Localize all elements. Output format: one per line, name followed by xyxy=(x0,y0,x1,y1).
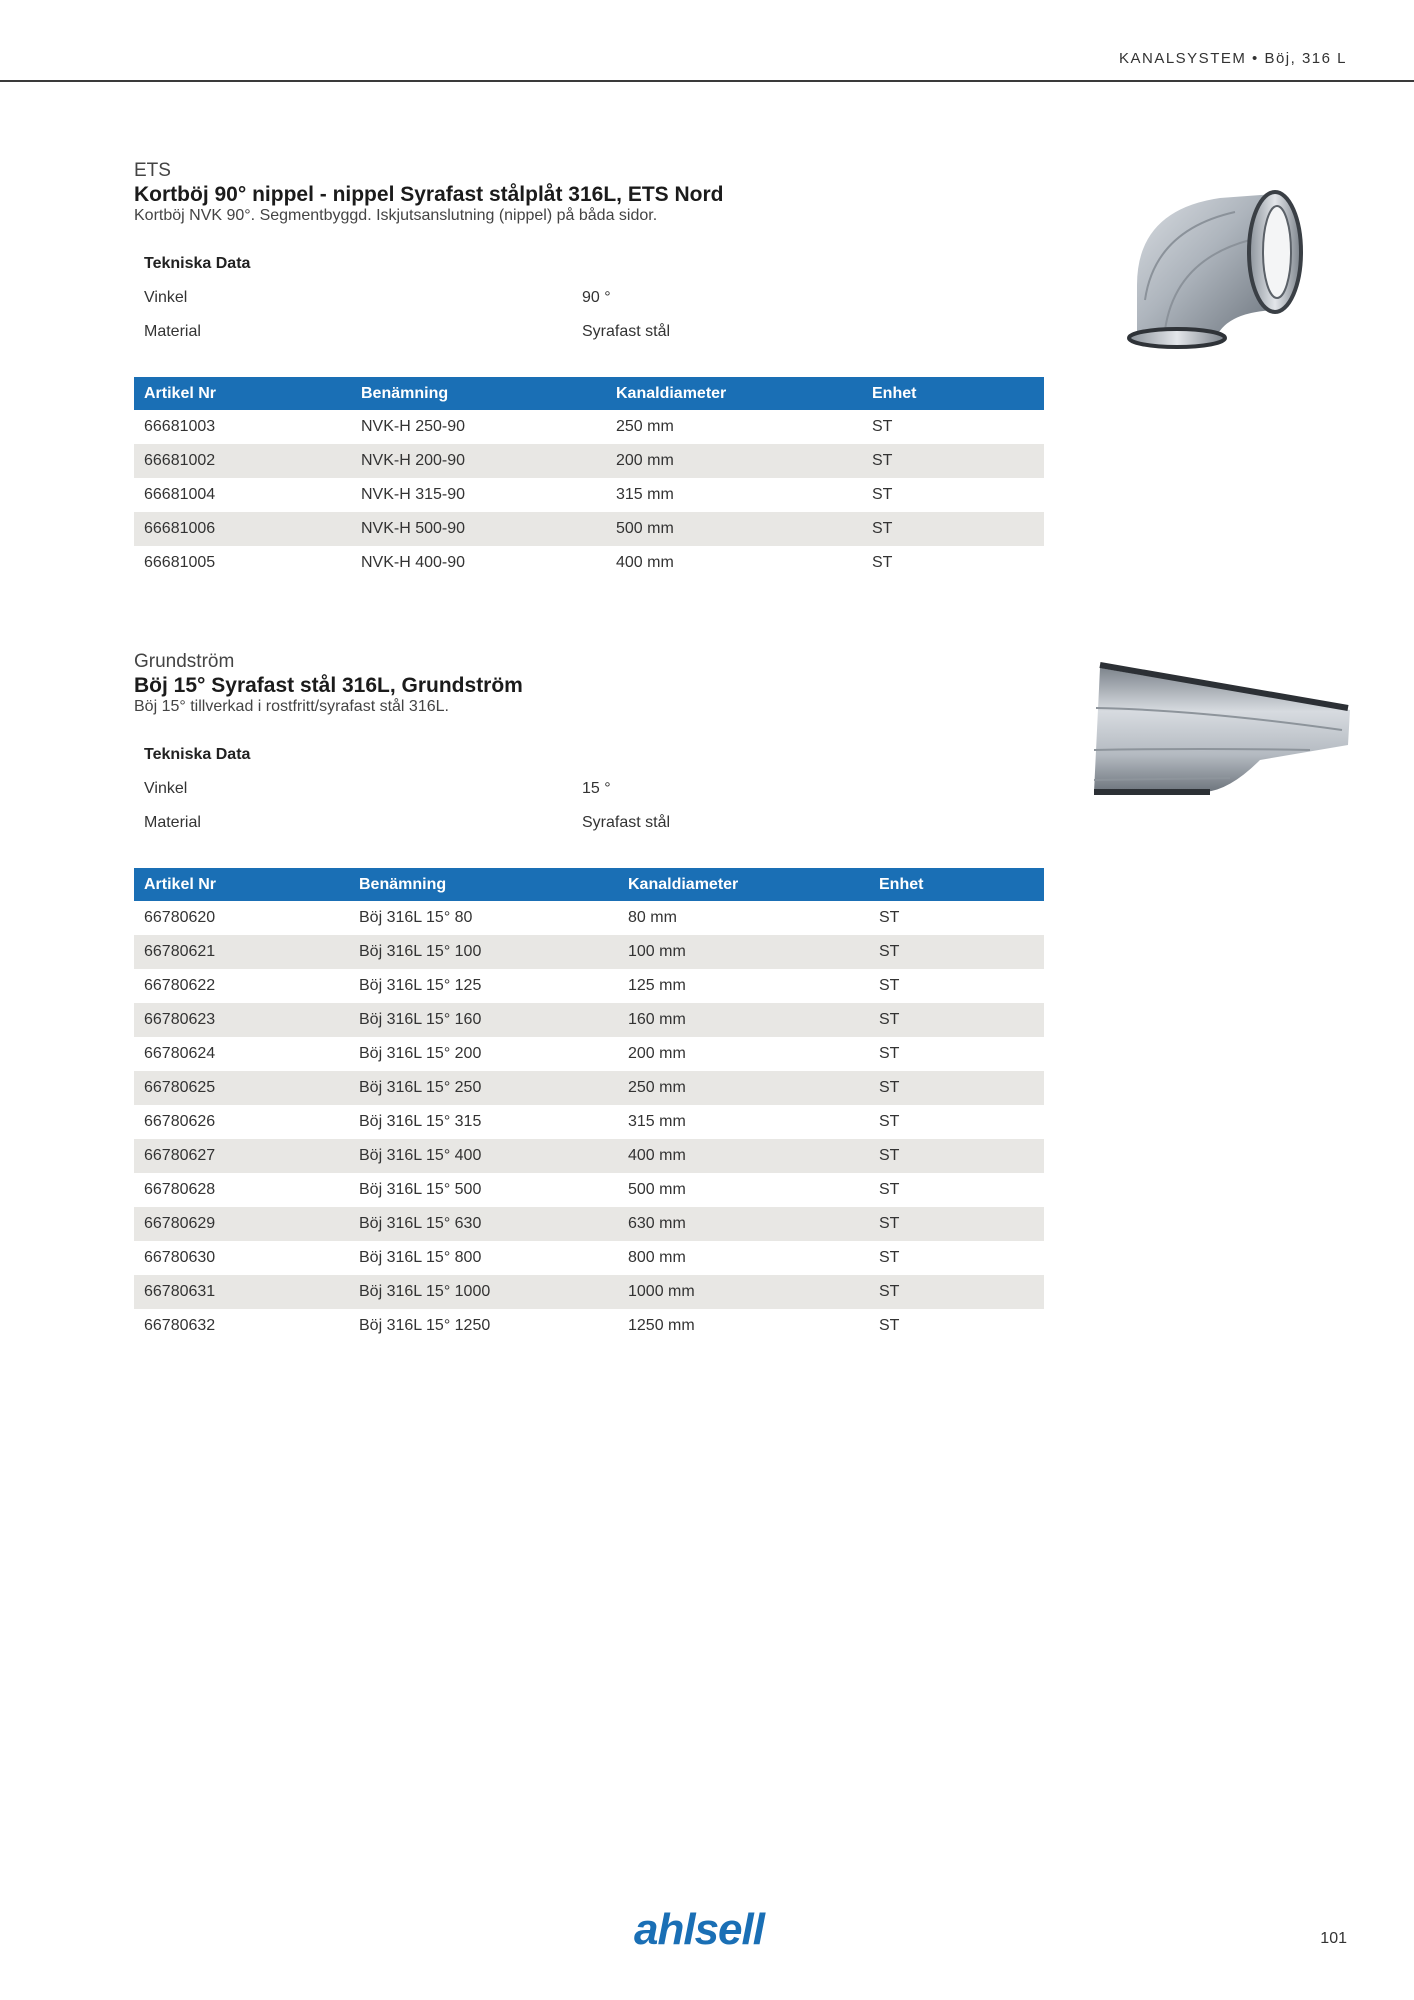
table-header-row xyxy=(134,377,1044,410)
product-description: Böj 15° tillverkad i rostfritt/syrafast stål 316L. xyxy=(134,698,449,715)
table-cell: 250 mm xyxy=(618,1071,869,1105)
table-cell: 500 mm xyxy=(628,1181,686,1198)
product-title: Kortböj 90° nippel - nippel Syrafast stålplåt 316L, ETS Nord xyxy=(134,183,724,206)
table-cell: ST xyxy=(869,1139,1044,1173)
spec-value: 90 ° xyxy=(582,289,611,306)
table-cell: Böj 316L 15° 400 xyxy=(349,1139,618,1173)
table-row xyxy=(134,1037,1044,1071)
table-cell: 66681003 xyxy=(144,418,216,435)
table-cell: ST xyxy=(879,1045,900,1062)
table-cell: 800 mm xyxy=(628,1249,686,1266)
table-cell: 1000 mm xyxy=(618,1275,869,1309)
spec-value: Syrafast stål xyxy=(582,323,671,340)
table-cell: 66681005 xyxy=(144,554,216,571)
table-cell: ST xyxy=(879,1181,900,1198)
table-cell: Böj 316L 15° 500 xyxy=(359,1181,482,1198)
table-row xyxy=(134,410,1044,444)
article-table xyxy=(134,868,1044,1343)
product-brand: Grundström xyxy=(134,651,235,672)
table-cell: 66780621 xyxy=(134,935,349,969)
technical-data xyxy=(134,738,1044,840)
table-row xyxy=(134,1241,1044,1275)
table-cell: ST xyxy=(879,1113,900,1130)
product-image-15-bend xyxy=(1080,650,1350,805)
table-cell: 400 mm xyxy=(616,554,674,571)
spec-value: Syrafast stål xyxy=(582,814,671,831)
table-cell: ST xyxy=(872,554,893,571)
table-cell: ST xyxy=(879,1317,900,1334)
table-cell: ST xyxy=(869,1003,1044,1037)
column-header: Kanaldiameter xyxy=(618,868,869,901)
spec-key: Material xyxy=(144,323,201,340)
table-cell: 400 mm xyxy=(618,1139,869,1173)
table-cell: NVK-H 200-90 xyxy=(351,444,606,478)
column-header: Benämning xyxy=(351,377,606,410)
table-row xyxy=(134,444,1044,478)
table-cell: NVK-H 315-90 xyxy=(361,486,466,503)
table-cell: Böj 316L 15° 800 xyxy=(359,1249,482,1266)
table-cell: Böj 316L 15° 100 xyxy=(349,935,618,969)
spec-row xyxy=(134,772,1044,806)
table-cell: 500 mm xyxy=(606,512,862,546)
table-cell: ST xyxy=(862,512,1044,546)
table-cell: ST xyxy=(879,909,900,926)
table-header-row xyxy=(134,868,1044,901)
product-section-ets xyxy=(134,160,1044,580)
table-row xyxy=(134,478,1044,512)
table-cell: 160 mm xyxy=(618,1003,869,1037)
table-cell: 315 mm xyxy=(616,486,674,503)
table-cell: Böj 316L 15° 200 xyxy=(359,1045,482,1062)
table-row xyxy=(134,1207,1044,1241)
table-cell: 66780620 xyxy=(144,909,216,926)
product-title: Böj 15° Syrafast stål 316L, Grundström xyxy=(134,674,523,697)
table-cell: 66780627 xyxy=(134,1139,349,1173)
table-cell: 66780632 xyxy=(144,1317,216,1334)
column-header: Enhet xyxy=(869,868,1044,901)
header-divider xyxy=(0,80,1414,82)
technical-data-heading: Tekniska Data xyxy=(144,746,251,763)
table-row xyxy=(134,935,1044,969)
table-cell: 200 mm xyxy=(628,1045,686,1062)
table-cell: 66780626 xyxy=(144,1113,216,1130)
table-cell: 66780628 xyxy=(144,1181,216,1198)
table-cell: Böj 316L 15° 250 xyxy=(349,1071,618,1105)
column-header: Enhet xyxy=(862,377,1044,410)
table-cell: 66780624 xyxy=(144,1045,216,1062)
table-cell: Böj 316L 15° 160 xyxy=(349,1003,618,1037)
table-cell: ST xyxy=(872,486,893,503)
table-cell: ST xyxy=(879,977,900,994)
spec-row xyxy=(134,315,1044,349)
table-cell: 315 mm xyxy=(628,1113,686,1130)
column-header: Kanaldiameter xyxy=(606,377,862,410)
table-cell: 66681006 xyxy=(134,512,351,546)
ahlsell-logo: ahlsell xyxy=(634,1905,764,1954)
table-cell: NVK-H 250-90 xyxy=(361,418,466,435)
table-cell: 125 mm xyxy=(628,977,686,994)
table-row xyxy=(134,1071,1044,1105)
table-cell: Böj 316L 15° 80 xyxy=(359,909,473,926)
spec-key: Vinkel xyxy=(144,289,188,306)
table-row xyxy=(134,969,1044,1003)
running-header: KANALSYSTEM • Böj, 316 L xyxy=(1118,50,1347,67)
table-cell: 80 mm xyxy=(628,909,677,926)
table-cell: ST xyxy=(879,1249,900,1266)
table-cell: 630 mm xyxy=(618,1207,869,1241)
table-cell: Böj 316L 15° 1250 xyxy=(359,1317,491,1334)
table-cell: 66681004 xyxy=(144,486,216,503)
table-cell: ST xyxy=(872,418,893,435)
table-row xyxy=(134,1003,1044,1037)
table-cell: NVK-H 500-90 xyxy=(351,512,606,546)
table-row xyxy=(134,901,1044,935)
table-cell: ST xyxy=(869,935,1044,969)
article-table xyxy=(134,377,1044,580)
table-row xyxy=(134,1139,1044,1173)
table-cell: 66780629 xyxy=(134,1207,349,1241)
table-row xyxy=(134,546,1044,580)
table-cell: Böj 316L 15° 125 xyxy=(359,977,482,994)
table-cell: NVK-H 400-90 xyxy=(361,554,466,571)
table-cell: 66780630 xyxy=(144,1249,216,1266)
table-cell: 66780622 xyxy=(144,977,216,994)
table-cell: Böj 316L 15° 1000 xyxy=(349,1275,618,1309)
product-section-grundstrom xyxy=(134,651,1044,1343)
spec-value: 15 ° xyxy=(582,780,611,797)
table-cell: 1250 mm xyxy=(628,1317,695,1334)
table-row xyxy=(134,1309,1044,1343)
table-cell: 66780625 xyxy=(134,1071,349,1105)
table-cell: 250 mm xyxy=(616,418,674,435)
spec-row xyxy=(134,806,1044,840)
table-cell: 66780623 xyxy=(134,1003,349,1037)
table-cell: ST xyxy=(869,1071,1044,1105)
table-row xyxy=(134,512,1044,546)
column-header: Benämning xyxy=(349,868,618,901)
product-brand: ETS xyxy=(134,160,171,181)
table-cell: Böj 316L 15° 630 xyxy=(349,1207,618,1241)
table-cell: ST xyxy=(869,1275,1044,1309)
spec-key: Vinkel xyxy=(144,780,188,797)
column-header: Artikel Nr xyxy=(134,377,351,410)
table-cell: ST xyxy=(869,1207,1044,1241)
technical-data-heading: Tekniska Data xyxy=(144,255,251,272)
product-image-90-bend xyxy=(1125,180,1325,355)
table-cell: Böj 316L 15° 315 xyxy=(359,1113,482,1130)
table-cell: 66780631 xyxy=(134,1275,349,1309)
product-description: Kortböj NVK 90°. Segmentbyggd. Iskjutsanslutning (nippel) på båda sidor. xyxy=(134,207,658,224)
table-row xyxy=(134,1275,1044,1309)
column-header: Artikel Nr xyxy=(134,868,349,901)
table-row xyxy=(134,1105,1044,1139)
table-cell: 66681002 xyxy=(134,444,351,478)
technical-data xyxy=(134,247,1044,349)
table-cell: ST xyxy=(862,444,1044,478)
spec-key: Material xyxy=(144,814,201,831)
table-cell: 200 mm xyxy=(606,444,862,478)
table-cell: 100 mm xyxy=(618,935,869,969)
spec-row xyxy=(134,281,1044,315)
page-number: 101 xyxy=(1320,1930,1347,1947)
table-row xyxy=(134,1173,1044,1207)
